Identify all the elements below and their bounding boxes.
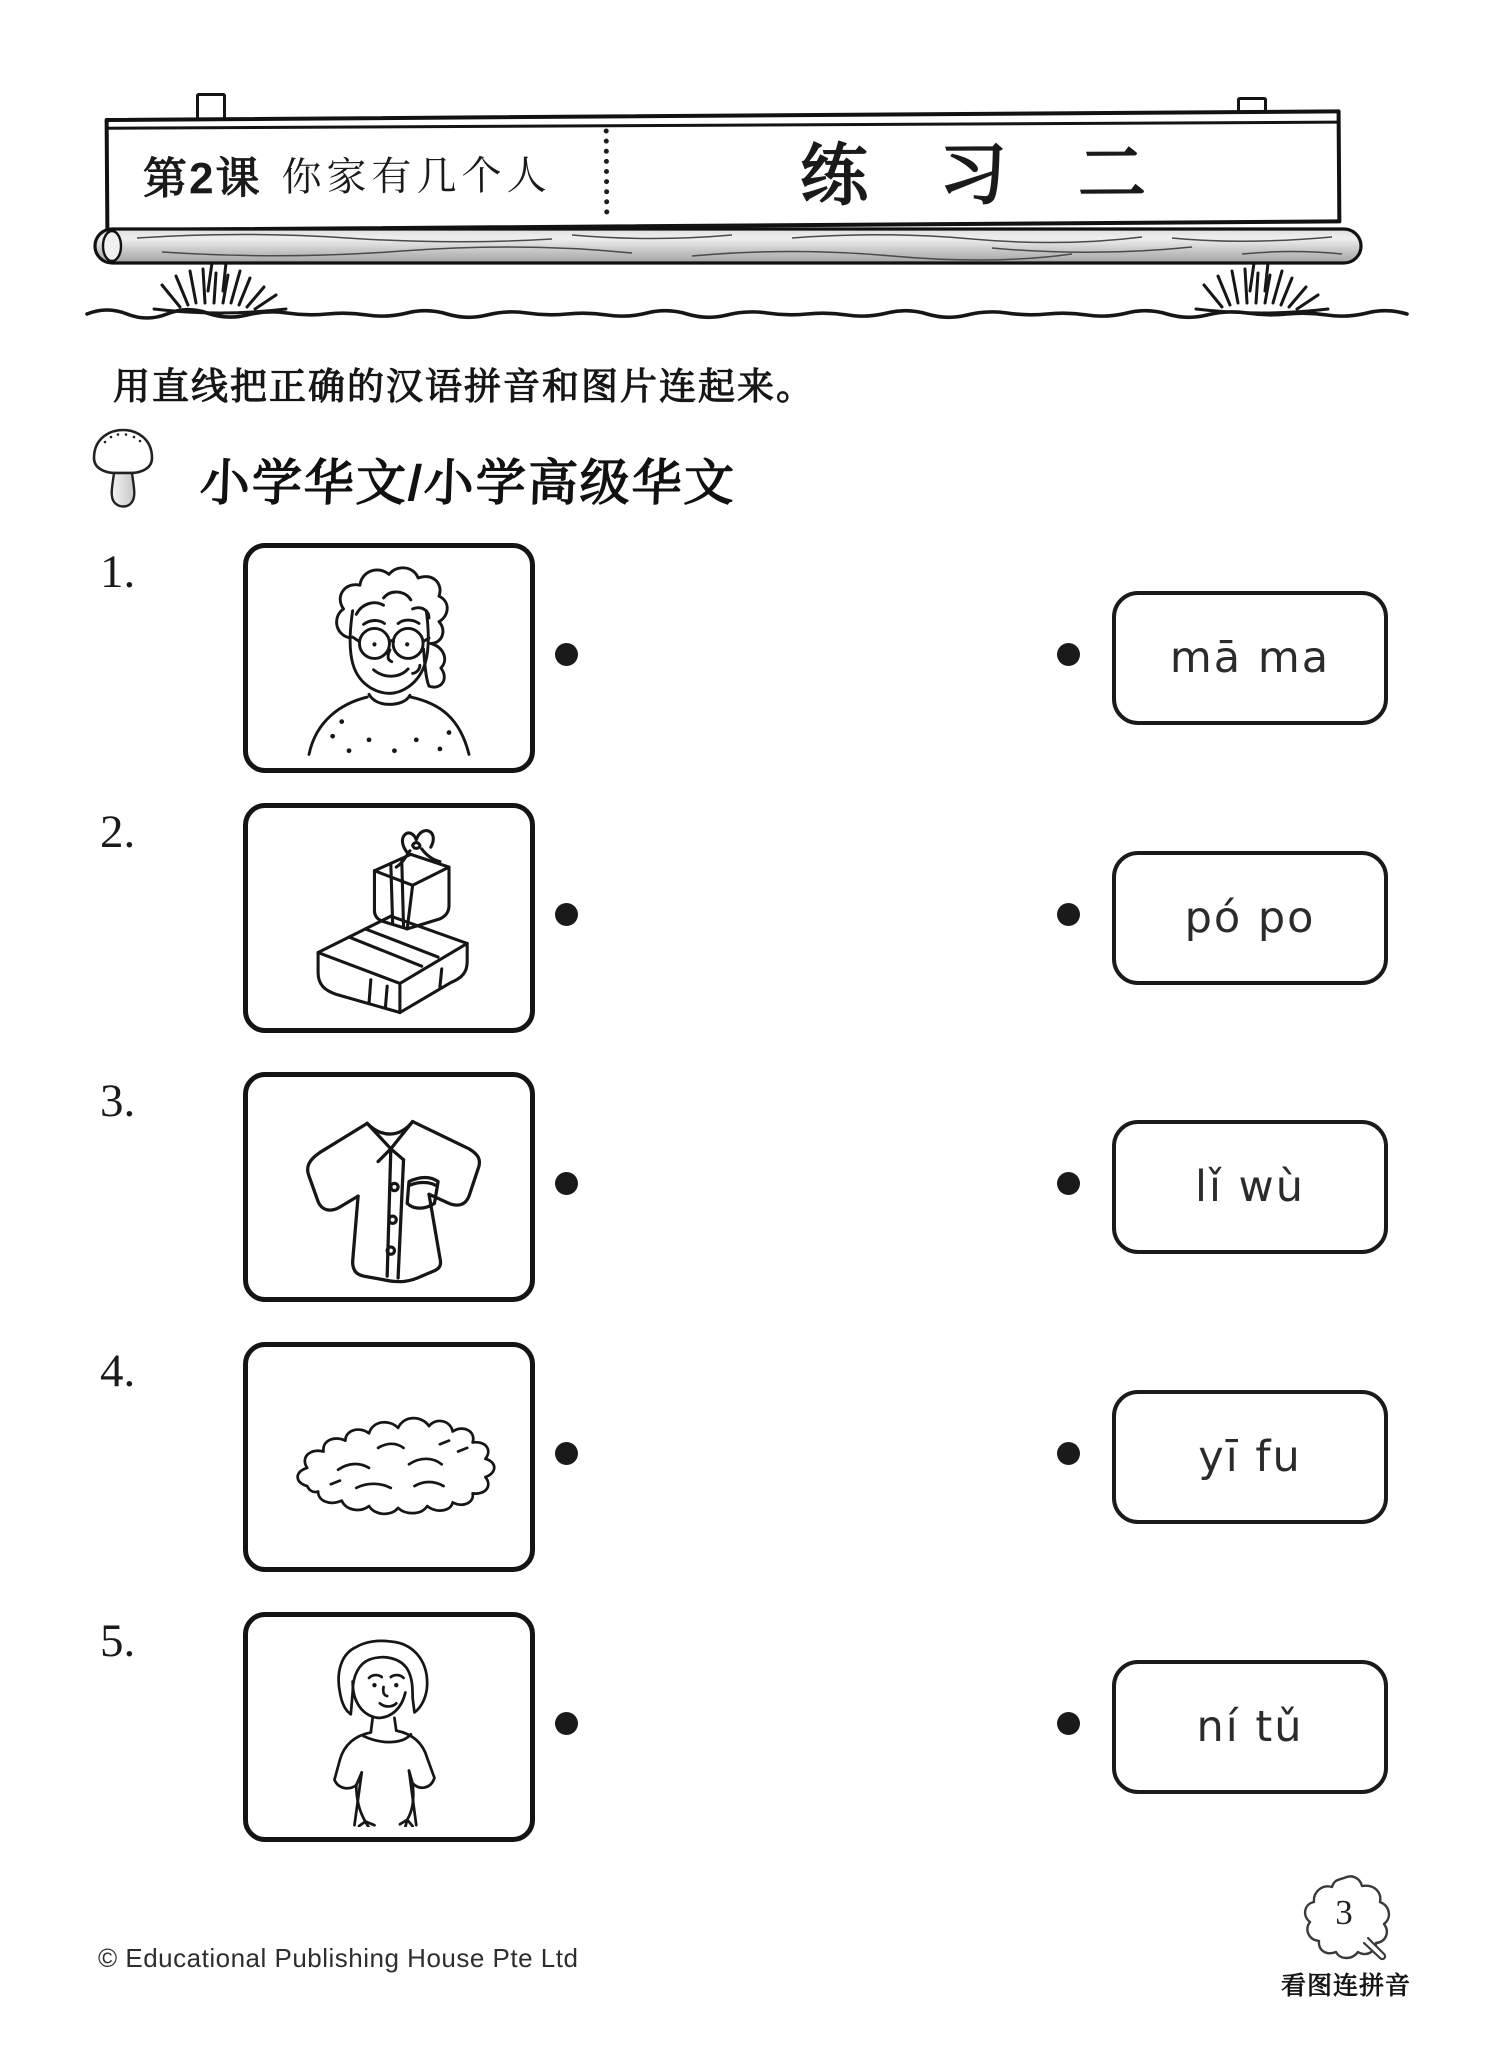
pinyin-box [1112, 591, 1388, 725]
picture-box [243, 543, 535, 773]
connector-dot-pinyin[interactable] [1057, 1712, 1080, 1735]
pinyin-box [1112, 1660, 1388, 1794]
grass-tuft-right [1192, 261, 1332, 315]
picture-box [243, 1612, 535, 1842]
connector-dot-pinyin[interactable] [1057, 643, 1080, 666]
grass-tuft-left [150, 261, 290, 315]
exercise-title: 练 习 二 [799, 135, 1173, 214]
picture-box [243, 803, 535, 1033]
header-banner [105, 109, 1342, 232]
lesson-title: 你家有几个人 [281, 152, 552, 200]
young-woman-illustration [258, 1627, 520, 1827]
item-number: 1. [100, 546, 136, 598]
lesson-label: 第2课 [142, 153, 262, 204]
mud-illustration [258, 1357, 520, 1557]
pinyin-box [1112, 1120, 1388, 1254]
connector-dot-picture[interactable] [555, 1172, 578, 1195]
pinyin-label: mā ma [1169, 633, 1331, 683]
connector-dot-picture[interactable] [555, 1712, 578, 1735]
item-number: 5. [100, 1615, 136, 1667]
page-number: 3 [1335, 1893, 1353, 1932]
item-number: 4. [100, 1345, 136, 1397]
pinyin-box [1112, 1390, 1388, 1524]
lesson-cell [109, 119, 605, 228]
pinyin-label: yī fu [1198, 1432, 1302, 1482]
grandma-illustration [258, 558, 520, 758]
exercise-cell [609, 113, 1338, 224]
book-series-label: 看图连拼音 [1280, 1972, 1411, 2000]
shirt-illustration [258, 1087, 520, 1287]
copyright-text: © Educational Publishing House Pte Ltd [98, 1943, 579, 1973]
pinyin-box [1112, 851, 1388, 985]
connector-dot-pinyin[interactable] [1057, 1172, 1080, 1195]
connector-dot-picture[interactable] [555, 903, 578, 926]
mushroom-icon [88, 426, 158, 510]
gift-illustration [258, 818, 520, 1018]
connector-dot-picture[interactable] [555, 643, 578, 666]
instruction-text: 用直线把正确的汉语拼音和图片连起来。 [113, 366, 815, 407]
picture-box [243, 1342, 535, 1572]
connector-dot-pinyin[interactable] [1057, 1442, 1080, 1465]
picture-box [243, 1072, 535, 1302]
pinyin-label: lǐ wù [1195, 1162, 1305, 1212]
connector-dot-pinyin[interactable] [1057, 903, 1080, 926]
item-number: 2. [100, 806, 136, 858]
item-number: 3. [100, 1075, 136, 1127]
connector-dot-picture[interactable] [555, 1442, 578, 1465]
wooden-log [92, 226, 1364, 266]
pinyin-label: ní tǔ [1196, 1702, 1304, 1752]
pinyin-label: pó po [1184, 893, 1316, 943]
level-heading: 小学华文/小学高级华文 [198, 455, 737, 511]
